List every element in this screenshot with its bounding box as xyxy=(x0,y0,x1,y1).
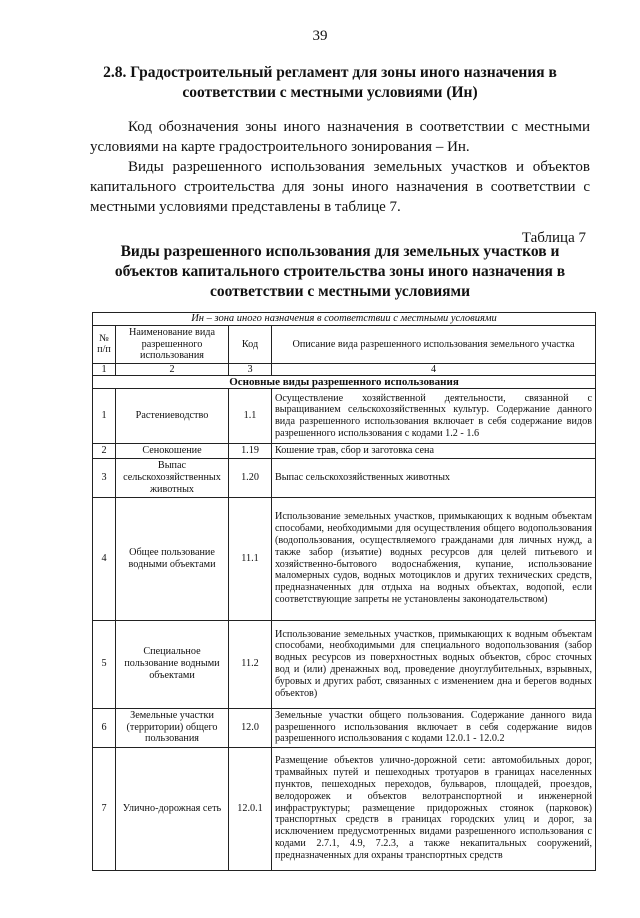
column-number-row xyxy=(93,364,596,376)
table-row xyxy=(93,459,596,497)
header-name: Наименование вида разрешенного использования xyxy=(116,325,229,363)
table-row xyxy=(93,620,596,708)
table-row xyxy=(93,747,596,870)
row-description: Использование земельных участков, примыкающих к водным объектам способами, необходимыми для специального водопользования (забор водных ресурсов из поверхностных водных объектов, сброс сточных вод и (или) дренажных вод, проведение дноуглубительных, взрывных, буровых и других работ, связанных с изменением дна и берегов водных объектов) xyxy=(272,620,596,708)
row-number: 7 xyxy=(93,747,116,870)
zone-title-row xyxy=(93,313,596,326)
row-code: 12.0.1 xyxy=(229,747,272,870)
row-code: 11.2 xyxy=(229,620,272,708)
row-name: Выпас сельскохозяйственных животных xyxy=(116,459,229,497)
row-code: 12.0 xyxy=(229,708,272,747)
table-row xyxy=(93,444,596,459)
row-description: Земельные участки общего пользования. Содержание данного вида разрешенного использования включает в себя содержание видов разрешенного использования с кодами 12.0.1 - 12.0.2 xyxy=(272,708,596,747)
page-number: 39 xyxy=(312,28,328,44)
row-name: Специальное пользование водными объектами xyxy=(116,620,229,708)
header-row xyxy=(93,325,596,363)
column-number: 4 xyxy=(272,364,596,376)
row-code: 1.1 xyxy=(229,389,272,444)
column-number: 1 xyxy=(93,364,116,376)
row-code: 1.20 xyxy=(229,459,272,497)
row-code: 1.19 xyxy=(229,444,272,459)
row-number: 6 xyxy=(93,708,116,747)
row-description: Размещение объектов улично-дорожной сети: автомобильных дорог, трамвайных путей и пешеходных тротуаров в границах населенных пунктов, пешеходных переходов, бульваров, площадей, проездов, велодорожек и объектов велотранспортной и инженерной инфраструктуры; размещение придорожных стоянок (парковок) транспортных средств в границах городских улиц и дорог, за исключением предусмотренных видами разрешенного использования с кодами 2.7.1, 4.9, 7.2.3, а также некапитальных сооружений, предназначенных для охраны транспортных средств xyxy=(272,747,596,870)
group-title: Основные виды разрешенного использования xyxy=(93,376,596,389)
row-name: Сенокошение xyxy=(116,444,229,459)
row-name: Улично-дорожная сеть xyxy=(116,747,229,870)
row-name: Растениеводство xyxy=(116,389,229,444)
row-name: Общее пользование водными объектами xyxy=(116,497,229,620)
table-row xyxy=(93,708,596,747)
row-number: 2 xyxy=(93,444,116,459)
row-description: Осуществление хозяйственной деятельности, связанной с выращиванием сельскохозяйственных культур. Содержание данного вида разрешенного использования включает в себя содержание видов разрешенного использования с кодами 1.2 - 1.6 xyxy=(272,389,596,444)
row-number: 1 xyxy=(93,389,116,444)
paragraph-table-reference: Виды разрешенного использования земельных участков и объектов капитального строительства для зоны иного назначения в соответствии с местными условиями представлены в таблице 7. xyxy=(90,159,590,215)
row-description: Кошение трав, сбор и заготовка сена xyxy=(272,444,596,459)
row-name: Земельные участки (территории) общего пользования xyxy=(116,708,229,747)
table-caption: Таблица 7 xyxy=(521,230,586,246)
row-description: Использование земельных участков, примыкающих к водным объектам способами, необходимыми для осуществления общего водопользования (водопользования, осуществляемого гражданами для личных нужд, а также забор (изъятие) водных ресурсов для целей питьевого и хозяйственно-бытового водоснабжения, купание, использование маломерных судов, водных мотоциклов и других технических средств, предназначенных для отдыха на водных объектах, водопой, если соответствующие запреты не установлены законодательством) xyxy=(272,497,596,620)
column-number: 2 xyxy=(116,364,229,376)
section-heading: 2.8. Градостроительный регламент для зоны иного назначения в соответствии с местными условиями (Ин) xyxy=(103,64,557,101)
paragraph-zone-code: Код обозначения зоны иного назначения в соответствии с местными условиями на карте градостроительного зонирования – Ин. xyxy=(90,119,590,155)
row-number: 5 xyxy=(93,620,116,708)
permitted-use-table xyxy=(92,312,596,871)
row-description: Выпас сельскохозяйственных животных xyxy=(272,459,596,497)
row-number: 3 xyxy=(93,459,116,497)
table-row xyxy=(93,497,596,620)
table-row xyxy=(93,389,596,444)
row-code: 11.1 xyxy=(229,497,272,620)
table-heading: Виды разрешенного использования для земельных участков и объектов капитального строительства зоны иного назначения в соответствии с местными условиями xyxy=(114,243,566,300)
row-number: 4 xyxy=(93,497,116,620)
column-number: 3 xyxy=(229,364,272,376)
group-row xyxy=(93,376,596,389)
zone-title: Ин – зона иного назначения в соответствии с местными условиями xyxy=(93,313,596,326)
header-description: Описание вида разрешенного использования земельного участка xyxy=(272,325,596,363)
header-code: Код xyxy=(229,325,272,363)
header-number: № п/п xyxy=(93,325,116,363)
